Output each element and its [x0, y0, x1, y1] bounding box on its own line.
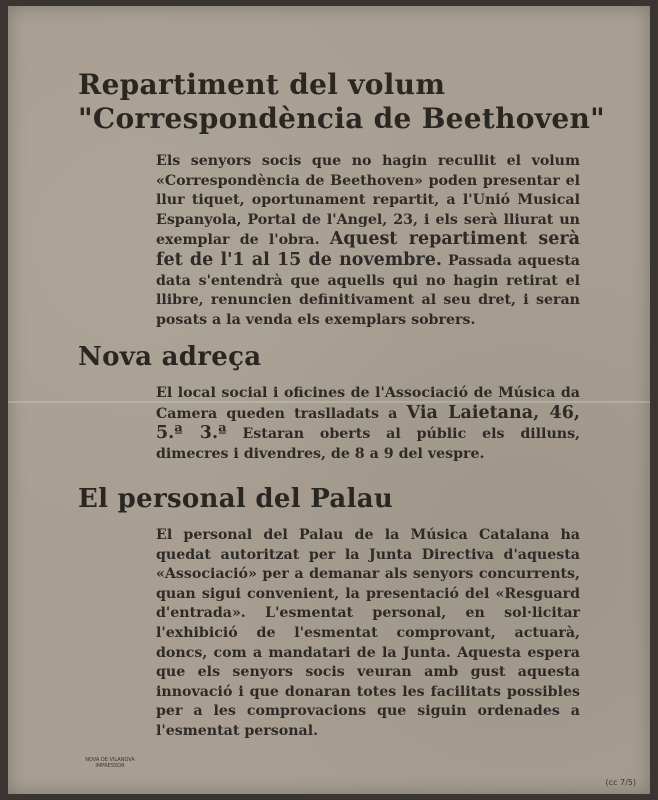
document-sheet	[8, 6, 650, 794]
section1-body-start: Els senyors socis que no hagin recullit el volum «Correspondència de Beethoven» poden presentar el llur tiquet, oportunament repartit, a l'Unió Musical Espanyola, Portal de l'Angel, 23, i els serà lliurat un exemplar de l'obra.	[156, 153, 580, 249]
section2-body	[156, 384, 580, 464]
section1-body	[156, 152, 580, 330]
section1-body-highlight: Aquest repartiment serà fet de l'1 al 15 de novembre.	[156, 229, 580, 270]
section3-body: El personal del Palau de la Música Catalana ha quedat autoritzat per la Junta Directiva d'aquesta «Associació» per a demanar als senyors concurrents, quan sigui convenient, la presentació del «Resguard d'entrada». L'esmentat personal, en sol·licitar l'exhibició de l'esmentat comprovant, actuarà, doncs, com a mandatari de la Junta. Aquesta espera que els senyors socis veuran amb gust aquesta innovació i que donaran totes les facilitats possibles per a les comprovacions que siguin ordenades a l'esmentat personal.	[156, 527, 580, 739]
section2-body-start: El local social i oficines de l'Associació de Música da Camera queden traslladats a	[156, 385, 580, 422]
archive-mark: (cc 7/5)	[605, 778, 636, 787]
section3-title: El personal del Palau	[78, 484, 394, 514]
section2-body-end: Estaran oberts al públic els dilluns, dimecres i divendres, de 8 a 9 del vespre.	[156, 426, 580, 462]
section1-title-line1: Repartiment del volum	[78, 68, 446, 101]
printer-imprint	[80, 757, 140, 769]
section2-title: Nova adreça	[78, 342, 262, 372]
section1-title-line2: "Correspondència de Beethoven"	[78, 102, 605, 135]
section1-body-end: Passada aquesta data s'entendrà que aquells qui no hagin retirat el llibre, renuncien definitivament al seu dret, i seran posats a la venda els exemplars sobrers.	[156, 252, 580, 328]
printer-imprint-line1: NOVA DE VILANOVA	[85, 757, 135, 763]
section2-body-highlight: Via Laietana, 46, 5.ª 3.ª	[156, 402, 580, 444]
printer-imprint-line2: IMPRESSOR	[95, 763, 125, 769]
